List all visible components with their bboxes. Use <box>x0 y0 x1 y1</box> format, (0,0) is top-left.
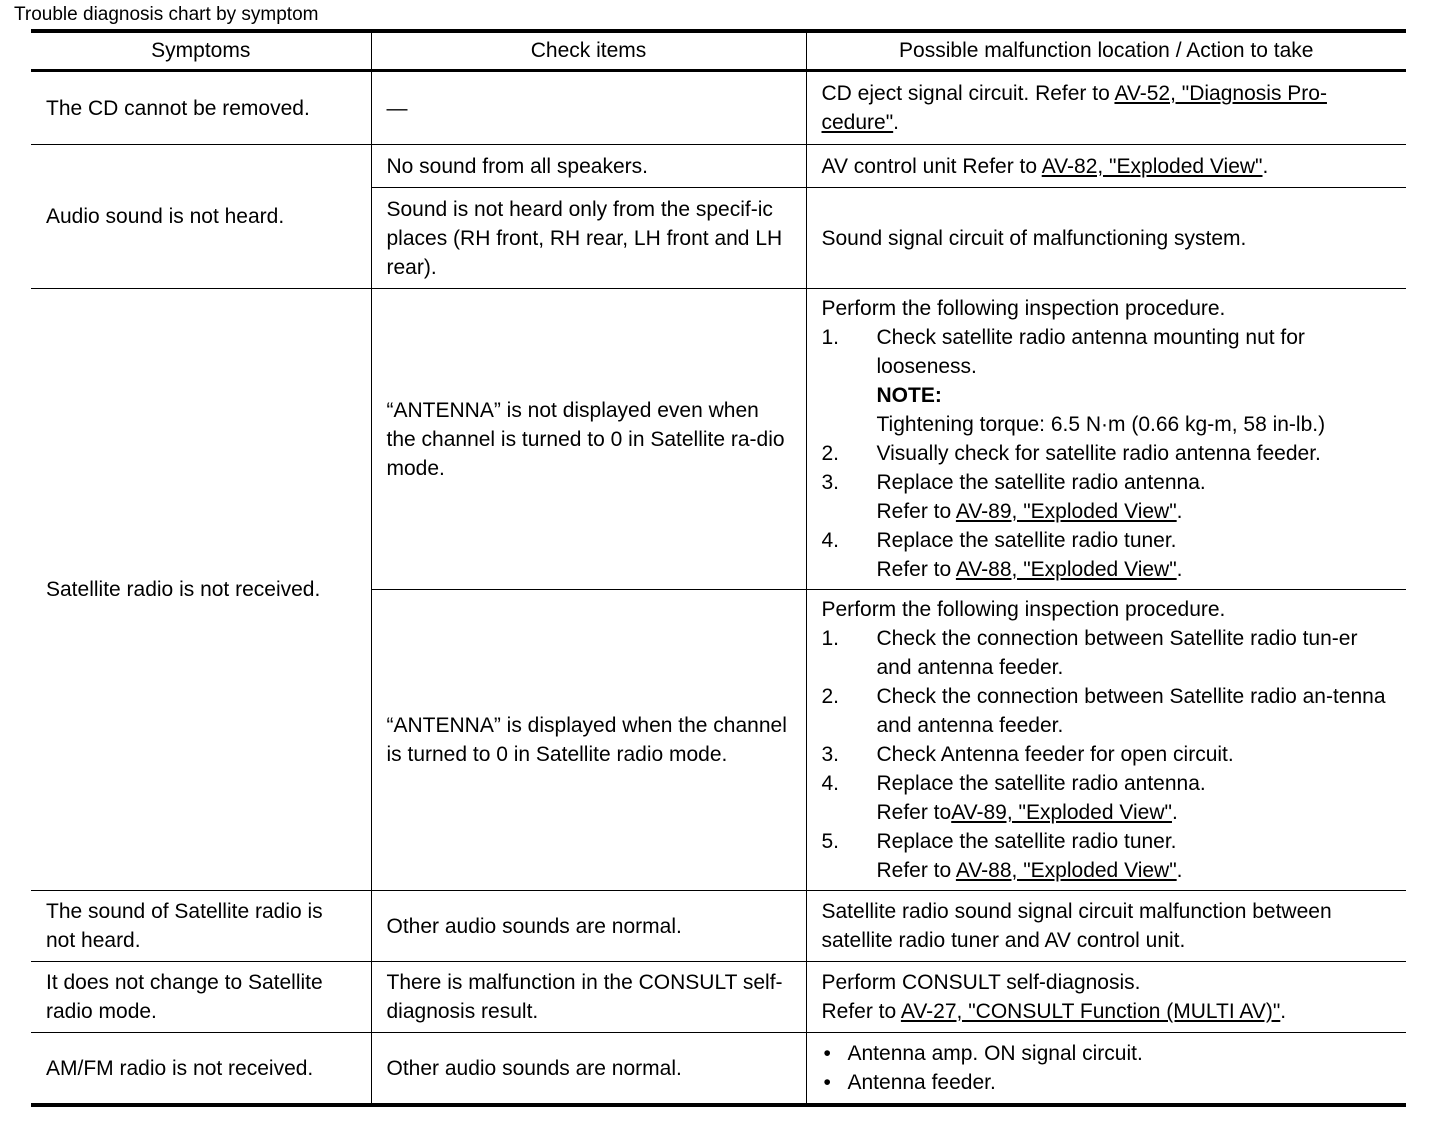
symptom-cell: It does not change to Satellite radio mode. <box>31 962 371 1033</box>
table-row-satellite-sound <box>31 891 1406 962</box>
check-cell: “ANTENNA” is not displayed even when the channel is turned to 0 in Satellite ra-dio mode. <box>371 289 806 590</box>
procedure-steps <box>822 323 1393 584</box>
action-cell <box>806 962 1406 1033</box>
step-number: 1. <box>821 627 840 650</box>
step-reference <box>877 856 1393 885</box>
note-text: Tightening torque: 6.5 N·m (0.66 kg-m, 58 in-lb.) <box>876 413 1326 436</box>
step-reference <box>822 997 1393 1026</box>
action-text: CD eject signal circuit. Refer to <box>821 82 1115 105</box>
step-body <box>877 323 1393 439</box>
header-check-items: Check items <box>371 31 806 71</box>
note-label: NOTE: <box>876 384 942 407</box>
bullet-icon: • <box>823 1042 831 1065</box>
refer-post: . <box>1176 500 1183 523</box>
check-cell: “ANTENNA” is displayed when the channel is turned to 0 in Satellite radio mode. <box>371 590 806 891</box>
step-text: Visually check for satellite radio antenna feeder. <box>876 442 1321 465</box>
step-number: 4. <box>821 772 840 795</box>
refer-post: . <box>1176 558 1183 581</box>
refer-label: Refer to <box>876 801 952 824</box>
step-reference <box>877 798 1393 827</box>
symptom-cell: Satellite radio is not received. <box>31 289 371 891</box>
bullet-text: Antenna amp. ON signal circuit. <box>847 1042 1143 1065</box>
header-row <box>31 31 1406 71</box>
action-text: . <box>1262 154 1269 178</box>
refer-label: Refer to <box>821 1000 901 1023</box>
procedure-steps <box>822 624 1393 885</box>
action-cell: Sound signal circuit of malfunctioning system. <box>806 188 1406 289</box>
procedure-step <box>822 439 1393 468</box>
action-cell: Satellite radio sound signal circuit malfunction between satellite radio tuner and AV control unit. <box>806 891 1406 962</box>
table-row-amfm <box>31 1033 1406 1106</box>
step-text: Replace the satellite radio antenna. <box>876 772 1206 795</box>
action-cell <box>806 1033 1406 1106</box>
bullet-icon: • <box>823 1071 831 1094</box>
action-cell <box>806 590 1406 891</box>
step-text: Check the connection between Satellite radio an-tenna and antenna feeder. <box>876 685 1386 737</box>
symptom-cell: AM/FM radio is not received. <box>31 1033 371 1106</box>
step-text: Check satellite radio antenna mounting nut for looseness. <box>876 326 1305 378</box>
reference-link[interactable]: AV-27, "CONSULT Function (MULTI AV)" <box>900 1000 1281 1023</box>
action-text: . <box>893 111 900 134</box>
procedure-intro: Perform the following inspection procedure. <box>821 297 1226 320</box>
step-number: 1. <box>821 326 840 349</box>
action-cell <box>806 289 1406 590</box>
reference-link[interactable]: AV-82, "Exploded View" <box>1041 154 1263 178</box>
step-body <box>877 468 1393 526</box>
trouble-diagnosis-table <box>31 29 1406 1107</box>
procedure-intro: Perform the following inspection procedure. <box>821 598 1226 621</box>
procedure-step <box>822 323 1393 439</box>
action-cell <box>806 71 1406 145</box>
refer-post: . <box>1280 1000 1287 1023</box>
reference-link[interactable]: AV-89, "Exploded View" <box>955 500 1177 523</box>
check-cell: No sound from all speakers. <box>371 145 806 188</box>
step-text: Replace the satellite radio antenna. <box>876 471 1206 494</box>
bullet-item <box>822 1039 1393 1068</box>
check-cell: Other audio sounds are normal. <box>371 891 806 962</box>
bullet-item <box>822 1068 1393 1097</box>
step-number: 3. <box>821 743 840 766</box>
bullet-text: Antenna feeder. <box>847 1071 996 1094</box>
check-cell: Other audio sounds are normal. <box>371 1033 806 1106</box>
reference-link[interactable]: AV-88, "Exploded View" <box>955 859 1177 882</box>
step-reference <box>877 497 1393 526</box>
refer-post: . <box>1171 801 1178 824</box>
table-row-audio <box>31 145 1406 188</box>
symptom-cell: The CD cannot be removed. <box>31 71 371 145</box>
procedure-step <box>822 769 1393 827</box>
step-reference <box>877 555 1393 584</box>
step-number: 5. <box>821 830 840 853</box>
step-body <box>877 827 1393 885</box>
reference-link[interactable]: AV-88, "Exploded View" <box>955 558 1177 581</box>
check-cell: — <box>371 71 806 145</box>
step-text: Replace the satellite radio tuner. <box>876 529 1177 552</box>
refer-post: . <box>1176 859 1183 882</box>
check-cell: There is malfunction in the CONSULT self-diagnosis result. <box>371 962 806 1033</box>
procedure-step <box>822 468 1393 526</box>
table-row-satellite <box>31 289 1406 590</box>
reference-link[interactable]: AV-52, "Diagnosis Pro-cedure" <box>821 82 1327 134</box>
table-row-satellite-mode <box>31 962 1406 1033</box>
action-text: AV control unit Refer to <box>821 154 1042 178</box>
header-symptoms: Symptoms <box>31 31 371 71</box>
procedure-step <box>822 740 1393 769</box>
header-action: Possible malfunction location / Action to take <box>806 31 1406 71</box>
reference-link[interactable]: AV-89, "Exploded View" <box>951 801 1172 824</box>
step-text: Check Antenna feeder for open circuit. <box>876 743 1234 766</box>
refer-label: Refer to <box>876 500 956 523</box>
procedure-step <box>822 827 1393 885</box>
check-cell: Sound is not heard only from the specif-ic places (RH front, RH rear, LH front and LH rear). <box>371 188 806 289</box>
symptom-cell: Audio sound is not heard. <box>31 145 371 289</box>
procedure-step <box>822 624 1393 682</box>
step-number: 2. <box>821 685 840 708</box>
step-number: 3. <box>821 471 840 494</box>
step-body <box>877 769 1393 827</box>
action-cell <box>806 145 1406 188</box>
table-row-cd <box>31 71 1406 145</box>
action-text: Perform CONSULT self-diagnosis. <box>821 971 1141 994</box>
refer-label: Refer to <box>876 859 956 882</box>
refer-label: Refer to <box>876 558 956 581</box>
procedure-step <box>822 682 1393 740</box>
chart-caption: Trouble diagnosis chart by symptom <box>14 4 319 25</box>
step-number: 4. <box>821 529 840 552</box>
procedure-step <box>822 526 1393 584</box>
step-body <box>877 526 1393 584</box>
symptom-cell: The sound of Satellite radio is not heard. <box>31 891 371 962</box>
step-text: Replace the satellite radio tuner. <box>876 830 1177 853</box>
step-text: Check the connection between Satellite radio tun-er and antenna feeder. <box>876 627 1358 679</box>
step-number: 2. <box>821 442 840 465</box>
